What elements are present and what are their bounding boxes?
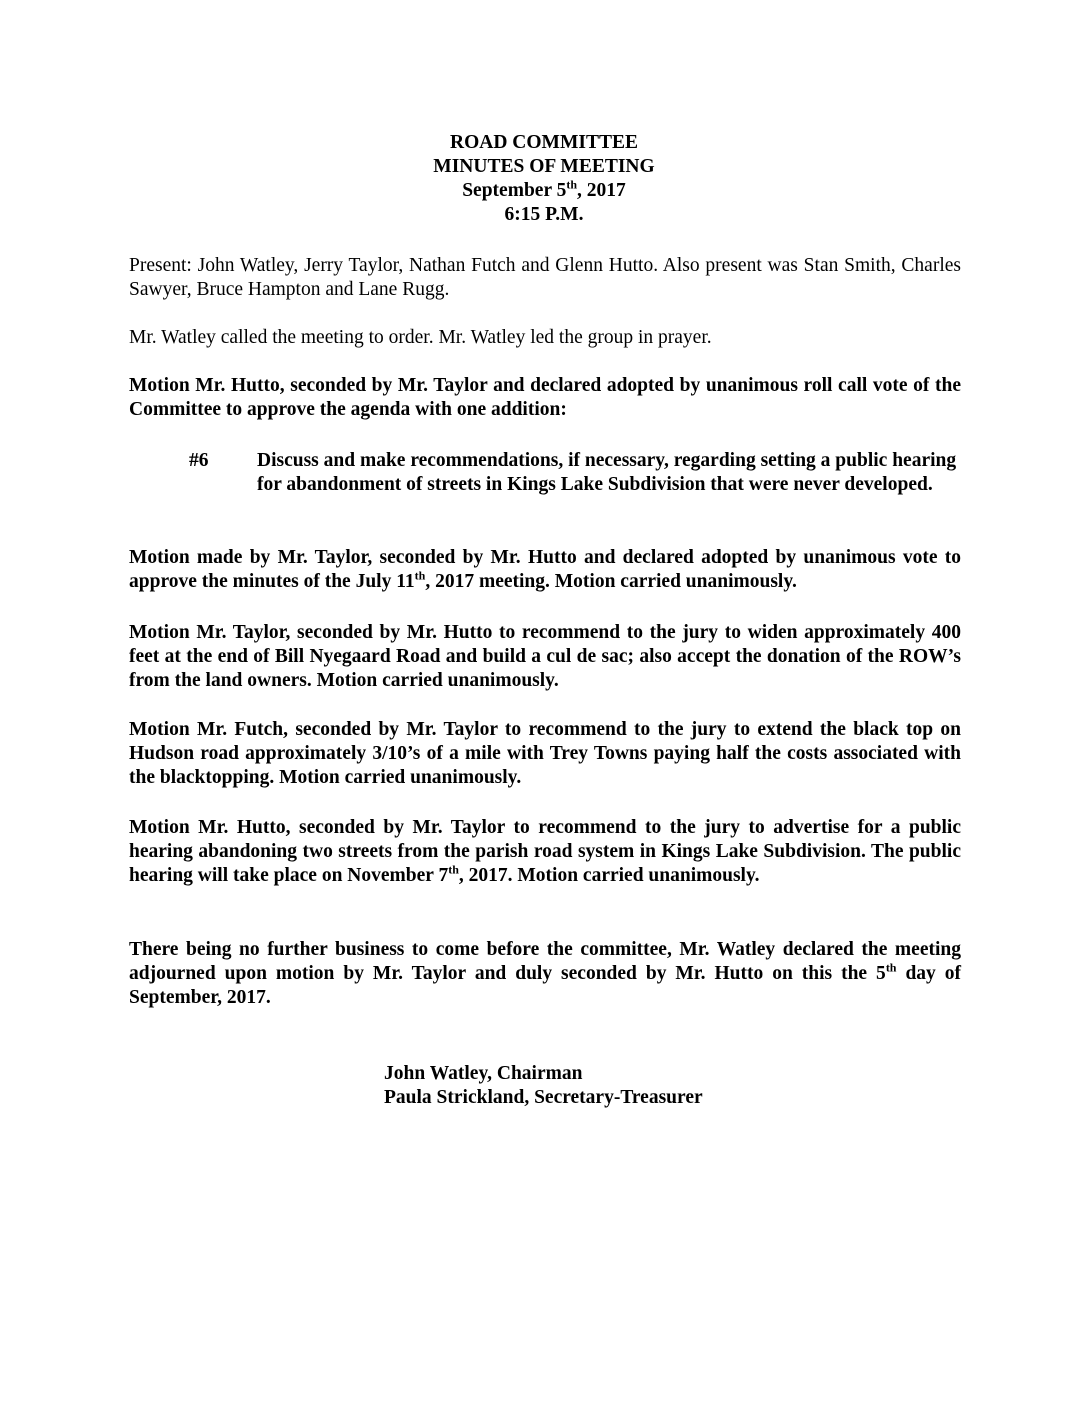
public-hearing-text-end: , 2017. Motion carried unanimously. bbox=[458, 865, 760, 886]
blacktop-motion-paragraph: Motion Mr. Futch, seconded by Mr. Taylor to recommend to the jury to extend the black top on Hudson road approximately 3/10’s of a mile with Trey Towns paying half the costs associated with the blacktopping. Motion carried unanimously. bbox=[129, 719, 961, 788]
adjournment-paragraph bbox=[129, 938, 961, 1010]
minutes-approval-text: Motion made by Mr. Taylor, seconded by Mr. Hutto and declared adopted by unanimous vote to approve the minutes of the July 11 bbox=[129, 547, 961, 592]
adjournment-text: There being no further business to come before the committee, Mr. Watley declared the meeting adjourned upon motion by Mr. Taylor and duly seconded by Mr. Hutto on this the 5 bbox=[129, 939, 961, 984]
signature-block bbox=[384, 1062, 703, 1110]
minutes-date-ordinal: th bbox=[414, 568, 426, 583]
attendance-paragraph: Present: John Watley, Jerry Taylor, Nathan Futch and Glenn Hutto. Also present was Stan Smith, Charles Sawyer, Bruce Hampton and Lane Rugg. bbox=[129, 255, 961, 300]
call-to-order-paragraph: Mr. Watley called the meeting to order. Mr. Watley led the group in prayer. bbox=[129, 327, 712, 348]
meeting-date bbox=[0, 179, 1088, 203]
adjournment-text-end: day of September, 2017. bbox=[129, 963, 961, 1008]
meeting-date-prefix: September 5 bbox=[462, 180, 567, 201]
minutes-approval-text-end: , 2017 meeting. Motion carried unanimously. bbox=[425, 571, 797, 592]
document-header bbox=[0, 131, 1088, 227]
public-hearing-motion-paragraph bbox=[129, 816, 961, 888]
public-hearing-text: Motion Mr. Hutto, seconded by Mr. Taylor to recommend to the jury to advertise for a public hearing abandoning two streets from the parish road system in Kings Lake Subdivision. The public hearing will take place on November 7 bbox=[129, 817, 961, 886]
hearing-date-ordinal: th bbox=[448, 862, 459, 877]
agenda-motion-paragraph: Motion Mr. Hutto, seconded by Mr. Taylor and declared adopted by unanimous roll call vote of the Committee to approve the agenda with one addition: bbox=[129, 375, 961, 420]
chairman-signature: John Watley, Chairman bbox=[384, 1063, 583, 1084]
meeting-time: 6:15 P.M. bbox=[504, 204, 584, 225]
agenda-item-text: Discuss and make recommendations, if necessary, regarding setting a public hearing for abandonment of streets in Kings Lake Subdivision that were never developed. bbox=[257, 450, 957, 495]
cul-de-sac-motion-paragraph: Motion Mr. Taylor, seconded by Mr. Hutto to recommend to the jury to widen approximately 400 feet at the end of Bill Nyegaard Road and build a cul de sac; also accept the donation of the ROW’s from the land owners. Motion carried unanimously. bbox=[129, 622, 961, 691]
committee-title: ROAD COMMITTEE bbox=[450, 132, 638, 153]
minutes-title: MINUTES OF MEETING bbox=[433, 156, 655, 177]
adjournment-date-ordinal: th bbox=[885, 960, 897, 975]
minutes-approval-paragraph bbox=[129, 546, 961, 594]
meeting-date-ordinal: th bbox=[566, 177, 578, 192]
agenda-item-number: #6 bbox=[189, 450, 209, 471]
meeting-date-suffix: , 2017 bbox=[577, 180, 626, 201]
secretary-signature: Paula Strickland, Secretary-Treasurer bbox=[384, 1087, 703, 1108]
